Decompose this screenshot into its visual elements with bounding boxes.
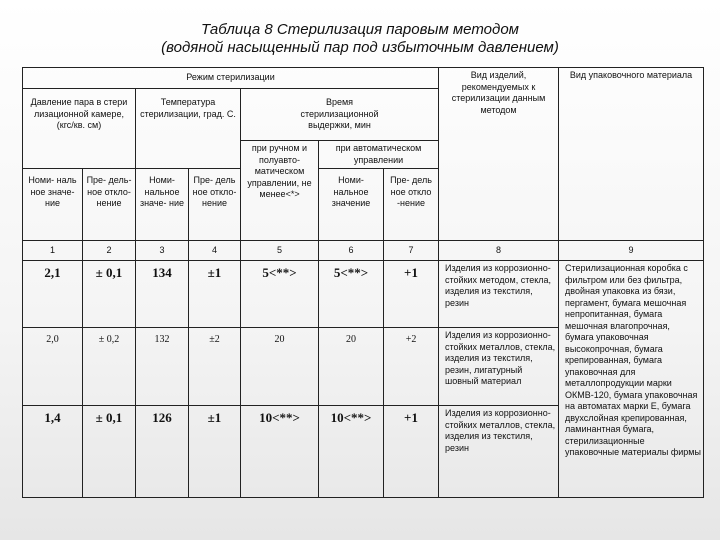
header-mode: Режим стерилизации (23, 68, 439, 89)
column-number: 3 (136, 241, 189, 261)
header-temperature: Температура стерилизации, град. С. (136, 89, 241, 169)
header-auto-limit: Пре- дель ное откло -нение (384, 169, 439, 241)
column-number: 6 (319, 241, 384, 261)
header-auto: при автоматическом управлении (319, 141, 439, 169)
header-temp-nominal: Номи- нальное значе- ние (136, 169, 189, 241)
time-auto-nominal: 10<**> (319, 406, 384, 498)
items-text: Изделия из коррозионно-стойких металлов, стекла, изделия из текстиля, резин (439, 406, 559, 498)
pressure-limit: ± 0,1 (83, 261, 136, 328)
time-auto-limit: +2 (384, 328, 439, 406)
column-number: 1 (23, 241, 83, 261)
header-auto-nominal: Номи- нальное значение (319, 169, 384, 241)
temp-limit: ±1 (189, 406, 241, 498)
pressure-nominal: 1,4 (23, 406, 83, 498)
temp-nominal: 134 (136, 261, 189, 328)
column-number: 7 (384, 241, 439, 261)
pressure-nominal: 2,1 (23, 261, 83, 328)
header-time: Время стерилизационной выдержки, мин (241, 89, 439, 141)
time-auto-limit: +1 (384, 261, 439, 328)
pressure-limit: ± 0,1 (83, 406, 136, 498)
column-number: 9 (559, 241, 704, 261)
pressure-limit: ± 0,2 (83, 328, 136, 406)
temp-nominal: 132 (136, 328, 189, 406)
column-number: 4 (189, 241, 241, 261)
header-manual: при ручном и полуавто- матическом управлении, не менее<*> (241, 141, 319, 241)
header-pressure-nominal: Номи- наль ное значе- ние (23, 169, 83, 241)
temp-limit: ±1 (189, 261, 241, 328)
time-auto-limit: +1 (384, 406, 439, 498)
time-auto-nominal: 5<**> (319, 261, 384, 328)
time-manual: 20 (241, 328, 319, 406)
pressure-nominal: 2,0 (23, 328, 83, 406)
time-manual: 10<**> (241, 406, 319, 498)
temp-nominal: 126 (136, 406, 189, 498)
column-number: 2 (83, 241, 136, 261)
header-temp-limit: Пре- дель ное откло- нение (189, 169, 241, 241)
time-auto-nominal: 20 (319, 328, 384, 406)
items-text: Изделия из коррозионно-стойких методом, стекла, изделия из текстиля, резин (439, 261, 559, 328)
table-subtitle: (водяной насыщенный пар под избыточным давлением) (161, 39, 559, 56)
items-text: Изделия из коррозионно-стойких металлов, стекла, изделия из текстиля, резин, лигатурный шовный материал (439, 328, 559, 406)
table-title: Таблица 8 Стерилизация паровым методом (201, 21, 519, 38)
column-number: 8 (439, 241, 559, 261)
header-packaging: Вид упаковочного материала (559, 68, 704, 241)
header-pressure-limit: Пре- дель- ное откло- нение (83, 169, 136, 241)
packaging-text: Стерилизационная коробка с фильтром или без фильтра, двойная упаковка из бязи, пергамент, бумага мешочная непропитанная, бумага мешочная влагопрочная, бумага упаковочная высокопрочная, бумага крепированная, бумага упаковочная для металлопродукции марки ОКМВ-120, бумага упаковочная на автоматах марки Е, бумага двухслойная крепированная, ламинантная бумага, стерилизационные упаковочные материалы фирмы (559, 261, 704, 498)
sterilization-table (22, 67, 704, 498)
column-number: 5 (241, 241, 319, 261)
temp-limit: ±2 (189, 328, 241, 406)
header-items: Вид изделий, рекомендуемых к стерилизации данным методом (439, 68, 559, 241)
header-pressure: Давление пара в стери лизационной камере, (кгс/кв. см) (23, 89, 136, 169)
table-row (23, 261, 704, 328)
time-manual: 5<**> (241, 261, 319, 328)
